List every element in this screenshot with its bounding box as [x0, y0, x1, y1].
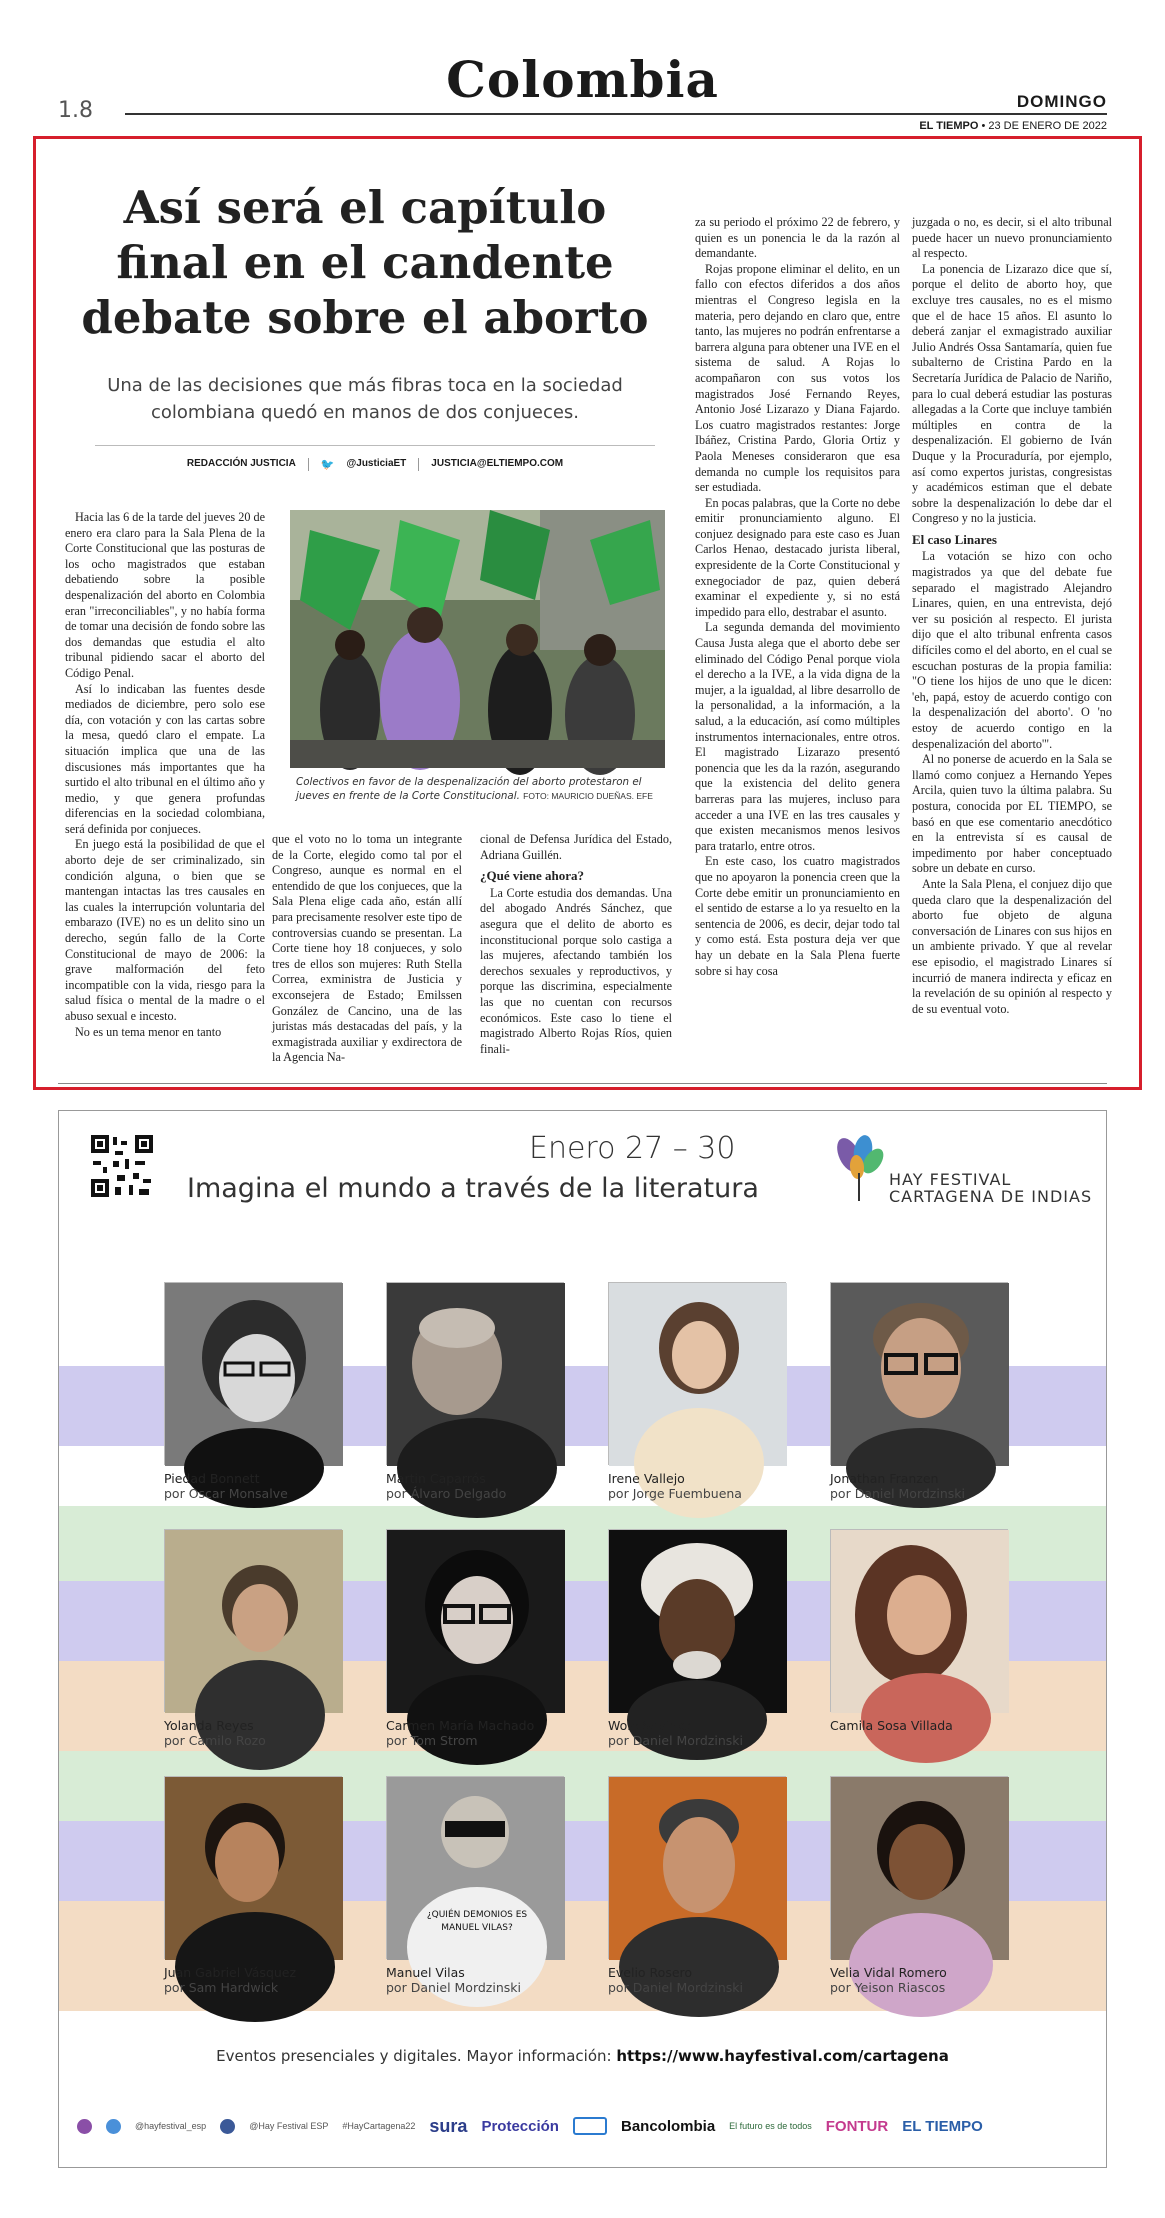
sponsor-logo-proteccion: Protección [481, 2117, 559, 2135]
guest-card[interactable] [608, 1529, 788, 1748]
article-column-4 [695, 215, 900, 1060]
social-handle[interactable]: @hayfestival_esp [135, 2121, 207, 2131]
photo-credit: por Daniel Mordzinski [386, 1980, 521, 1995]
sponsor-logo-bancolombia: Bancolombia [620, 2117, 716, 2135]
article-column-3 [480, 832, 672, 1057]
guest-card[interactable] [164, 1529, 344, 1748]
byline [95, 445, 655, 471]
byline-twitter[interactable]: @JusticiaET [346, 458, 407, 469]
paragraph: juzgada o no, es decir, si el alto tribunal puede hacer un nuevo pronunciamiento al respecto. [912, 215, 1112, 261]
ad-footer [59, 2047, 1106, 2065]
twitter-icon[interactable] [106, 2119, 121, 2134]
festival-dates: Enero 27 – 30 [529, 1131, 736, 1166]
byline-divider [418, 458, 419, 471]
guest-card[interactable] [608, 1776, 788, 1995]
footer-url[interactable]: https://www.hayfestival.com/cartagena [616, 2047, 949, 2065]
sponsor-logo-eltiempo: EL TIEMPO [902, 2117, 983, 2135]
paragraph: La segunda demanda del movimiento Causa Justa alega que el aborto debe ser eliminado del Código Penal porque viola el derecho a la IVE, a la vida digna de la mujer, a la igualdad, al libre desarrollo de la personalidad, a la información, a la salud, a la educación, así como múltiples instrumentos internacionales, entre otros. El magistrado Lizarazo presentó ponencia que les da la razón, asegurando que la existencia del delito genera barreras para las mujeres, incluso para acceder a una IVE en las tres causales y que existen mecanismos menos lesivos para tratarlo, entre otros. [695, 620, 900, 853]
photo-credit: por Camilo Rozo [164, 1733, 266, 1748]
guest-name: Camila Sosa Villada [830, 1718, 953, 1733]
guest-photo [608, 1776, 786, 1959]
guest-name: Yolanda Reyes [164, 1718, 254, 1733]
article-headline: Así será el capítulo final en el candente debate sobre el aborto [81, 181, 649, 344]
paragraph: cional de Defensa Jurídica del Estado, Adriana Guillén. [480, 832, 672, 862]
guest-name: Wole Soyinka [608, 1718, 692, 1733]
caption-text: Colectivos en favor de la despenalización del aborto protestaron el jueves en frente de la Corte Constitucional. [296, 776, 642, 802]
guest-name: Manuel Vilas [386, 1965, 465, 1980]
qr-code-icon[interactable] [89, 1133, 155, 1199]
subhead: El caso Linares [912, 531, 997, 547]
protest-photo [290, 510, 665, 768]
guest-card[interactable] [164, 1776, 344, 1995]
paragraph: Ante la Sala Plena, el conjuez dijo que queda claro que la despenalización del aborto fue objeto de alguna conversación de Linares con sus hijos en un ambiente privado. Y que al revelar ese episodio, el magistrado Linares sí incurrió de manera indirecta y eficaz en la revelación de su opinión al respecto y de su eventual voto. [912, 876, 1112, 1016]
sponsor-logo-sura: sura [429, 2115, 468, 2136]
photo-credit: FOTO: MAURICIO DUEÑAS. EFE [523, 791, 653, 801]
paragraph: za su periodo el próximo 22 de febrero, y quien es un ponencia le da la razón al demandante. [695, 215, 900, 261]
article-dek: Una de las decisiones que más fibras toca en la sociedad colombiana quedó en manos de dos conjueces. [107, 375, 623, 423]
photo-caption [296, 775, 666, 803]
guest-card[interactable] [608, 1282, 788, 1501]
section-title: Colombia [446, 50, 719, 109]
guest-photo [830, 1282, 1008, 1465]
guest-photo [386, 1776, 564, 1959]
guest-name: Piedad Bonnett [164, 1471, 260, 1486]
guest-photo [164, 1282, 342, 1465]
sponsor-logo-fontur: FONTUR [825, 2117, 889, 2135]
paragraph: que el voto no lo toma un integrante de la Corte, elegido como tal por el Congreso, aunque es normal en el entendido de que los conjueces, que la Sala Plena elige cada año, están allí para precisamente resolver este tipo de controversias cuando se presentan. La Corte tiene hoy 18 conjueces, y solo tres de ellos son mujeres: Ruth Stella Correa, exministra de Justicia y exconsejera de Estado; Emilssen González de Cancino, una de las juristas más destacadas del país, y la exmagistrada auxiliar y exdirectora de la Agencia Na- [272, 832, 462, 1065]
paragraph: La ponencia de Lizarazo dice que sí, porque el delito de aborto hoy, que excluye tres causales, no es el mismo que el de hace 15 años. El asunto lo deberá zanjar el exmagistrado auxiliar Julio Andrés Ossa Santamaría, quien fue subalterno de Cristina Pardo en la Secretaría Jurídica de Palacio de Nariño, para lo cual deberá estudiar las posturas allegadas a la Corte que incluye también múltiples en contra de la despenalización. El gobierno de Iván Duque y la Procuraduría, por ejemplo, así como expertos juristas, congresistas y académicos estiman que el debate sobre la despenalización lo debe dar el Congreso y no la justicia. [912, 261, 1112, 526]
guest-card[interactable] [386, 1776, 566, 1995]
article-column-1 [65, 510, 265, 1039]
guest-photo [164, 1776, 342, 1959]
guest-card[interactable] [830, 1776, 1010, 1995]
photo-credit: por Yeison Riascos [830, 1980, 946, 1995]
photo-credit: por Álvaro Delgado [386, 1486, 507, 1501]
photo-credit: por Oscar Monsalve [164, 1486, 288, 1501]
paragraph: En juego está la posibilidad de que el aborto deje de ser criminalizado, sin condición alguna, o bien que se mantengan intactas las tres causales en las cuales la interrupción voluntaria del embarazo (IVE) no es un delito sino un derecho, según fallo de la Corte Constitucional de mayo de 2006: la grave malformación del feto incompatible con la vida, riesgo para la salud física o mental de la madre o el abuso sexual e incesto. [65, 837, 265, 1023]
photo-credit: por Daniel Mordzinski [830, 1486, 965, 1501]
paragraph: En este caso, los cuatro magistrados que no apoyaron la ponencia creen que la Corte debe emitir un pronunciamiento en el sentido de estarse a lo ya resuelto en la sentencia de 2006, es decir, dejar todo tal y como está. Esta postura deja ver que hay un debate en la Sala Plena fuerte sobre si hay cosa [695, 854, 900, 978]
guest-photo [608, 1529, 786, 1712]
guest-name: Carmen María Machado [386, 1718, 535, 1733]
social-handle[interactable]: @Hay Festival ESP [249, 2121, 329, 2131]
footer-text: Eventos presenciales y digitales. Mayor información: [216, 2047, 612, 2065]
byline-email[interactable]: JUSTICIA@ELTIEMPO.COM [431, 458, 564, 469]
article-column-5 [912, 215, 1112, 1060]
guest-photo [386, 1282, 564, 1465]
paper-name: EL TIEMPO [919, 120, 979, 132]
festival-title [889, 1171, 1092, 1205]
day-label: DOMINGO [1016, 92, 1107, 111]
paragraph: La votación se hizo con ocho magistrados ya que del debate fue separado el magistrado Alejandro Linares, quien, en una entrevista, dejó ver su posición al respecto. El jurista dijo que el alto tribunal enfrenta casos difíciles como el del aborto, en el cual se escuchan posturas de la propia familia: "O tiene los hijos de uno que le dicen: 'eh, papá, estoy de acuerdo contigo con la despenalización del aborto'. O 'no estoy de acuerdo contigo en la despenalización del aborto'". [912, 549, 1112, 751]
sponsor-logo-icon [573, 2117, 607, 2135]
festival-city: CARTAGENA DE INDIAS [889, 1187, 1093, 1206]
guest-card[interactable] [830, 1282, 1010, 1501]
hay-festival-logo-icon [829, 1133, 889, 1203]
guest-name: Evelio Rosero [608, 1965, 693, 1980]
photo-credit: por Sam Hardwick [164, 1980, 279, 1995]
guest-card[interactable] [830, 1529, 1010, 1733]
guest-photo [386, 1529, 564, 1712]
twitter-icon: 🐦 [320, 459, 335, 471]
sponsor-logo-gobierno: El futuro es de todos [729, 2121, 812, 2131]
photo-credit: por Tom Strom [386, 1733, 478, 1748]
photo-credit: por Daniel Mordzinski [608, 1980, 743, 1995]
paragraph: Rojas propone eliminar el delito, en un fallo con efectos diferidos a dos años mientras el Congreso legisla en la materia, pero dejando en claro que, entre tanto, las mujeres no podrán enfrentarse a barrera alguna para obtener una IVE en el sistema de salud. A Rojas lo acompañaron con sus votos los magistrados José Fernando Reyes, Antonio José Lizarazo y Diana Fajardo. Los cuatro magistrados restantes: Jorge Ibáñez, Cristina Pardo, Gloria Ortiz y Paola Meneses consideraron que esa demanda no cumple los requisitos para ser estudiada. [695, 261, 900, 495]
guest-photo [830, 1776, 1008, 1959]
edition-date: • 23 DE ENERO DE 2022 [981, 120, 1107, 132]
article-column-2 [272, 832, 462, 1065]
guest-photo [164, 1529, 342, 1712]
paragraph: En pocas palabras, que la Corte no debe emitir pronunciamiento alguno. El conjuez designado para este caso es Juan Carlos Henao, destacado jurista liberal, expresidente de la Corte Constitucional y exnegociador de paz, quien deberá examinar el expediente y, si no está impedido para ello, destrabar el asunto. [695, 495, 900, 619]
guest-photo [830, 1529, 1008, 1712]
sponsor-bar [77, 2111, 1088, 2141]
subhead: ¿Qué viene ahora? [480, 868, 584, 884]
guest-card[interactable] [386, 1529, 566, 1748]
guest-name: Juan Gabriel Vásquez [164, 1965, 297, 1980]
festival-name: HAY FESTIVAL [889, 1170, 1012, 1189]
tshirt-text-line: ¿QUIÉN DEMONIOS ES [426, 1910, 528, 1920]
paragraph: La Corte estudia dos demandas. Una del abogado Andrés Sánchez, que asegura que el delito de aborto es inconstitucional porque solo castiga a las mujeres, afectando también los derechos sexuales y reproductivos, y porque las discrimina, especialmente las que no cuentan con recursos económicos. Este caso lo tiene el magistrado Alberto Rojas Ríos, quien finali- [480, 885, 672, 1056]
header-rule [125, 113, 1107, 115]
paragraph: No es un tema menor en tanto [75, 1024, 222, 1039]
guest-card[interactable] [386, 1282, 566, 1501]
guest-name: Jonathan Franzen [830, 1471, 939, 1486]
page-number: 1.8 [58, 98, 93, 123]
guest-name: Irene Vallejo [608, 1471, 685, 1486]
festival-tagline: Imagina el mundo a través de la literatura [187, 1173, 759, 1204]
guest-name: Velia Vidal Romero [830, 1965, 947, 1980]
paragraph: Al no ponerse de acuerdo en la Sala se llamó como conjuez a Hernando Yepes Arcila, quien tuvo la última palabra. Su postura, conocida por EL TIEMPO, se basó en que ese comentario anecdótico en la entrevista sí es causal de impedimento por haber conceptuado sobre un debate en curso. [912, 752, 1112, 876]
photo-credit: por Daniel Mordzinski [608, 1733, 743, 1748]
photo-credit: por Jorge Fuembuena [608, 1486, 742, 1501]
byline-author: REDACCIÓN JUSTICIA [186, 458, 296, 469]
guest-card[interactable] [164, 1282, 344, 1501]
tshirt-text-line: MANUEL VILAS? [441, 1923, 513, 1933]
guest-name: Martin Caparrós [386, 1471, 486, 1486]
byline-divider [308, 458, 309, 471]
facebook-icon[interactable] [220, 2119, 235, 2134]
page-divider [58, 1083, 1107, 1084]
instagram-icon[interactable] [77, 2119, 92, 2134]
paragraph: Hacia las 6 de la tarde del jueves 20 de enero era claro para la Sala Plena de la Corte Constitucional que las posturas de los ocho magistrados que estaban debatiendo sobre la posible despenalización del aborto en Colombia eran "irreconciliables", y no había forma de tomar una decisión de fondo sobre las dos demandas que estudia el alto tribunal pidiendo sacar el aborto del Código Penal. [65, 510, 265, 680]
hay-festival-ad [58, 1110, 1107, 2168]
paragraph: Así lo indicaban las fuentes desde mediados de diciembre, pero solo ese día, con votación y con las cartas sobre la mesa, quedó claro el empate. La situación implica que una de las discusiones más importantes que ha surtido el alto tribunal en el último año y medio, y que genera profundas diferencias en la sociedad colombiana, será definida por conjueces. [65, 681, 265, 836]
dateline [919, 120, 1107, 132]
guest-photo [608, 1282, 786, 1465]
hashtag: #HayCartagena22 [342, 2121, 416, 2131]
